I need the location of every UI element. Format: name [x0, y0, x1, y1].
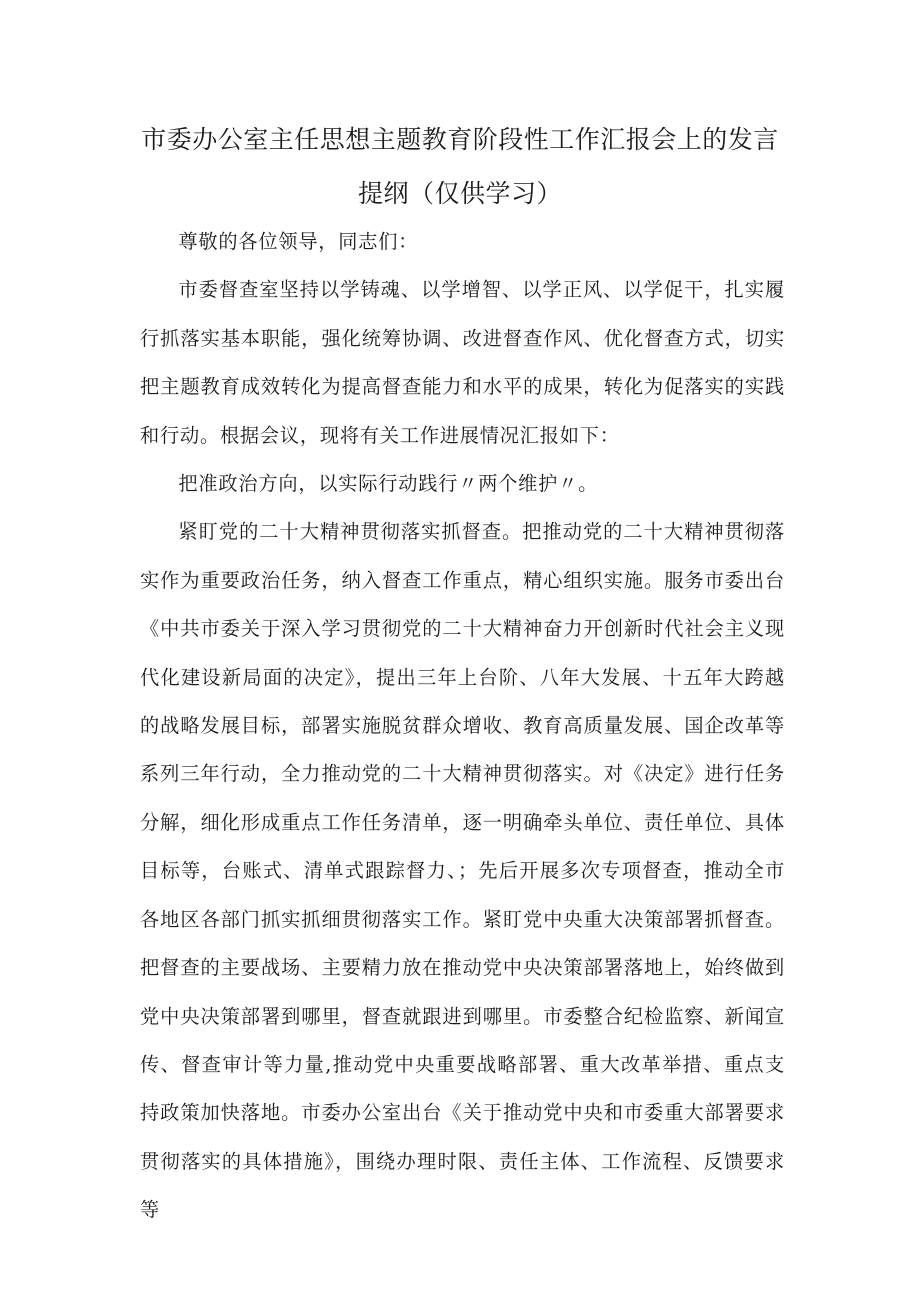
intro-paragraph: 市委督查室坚持以学铸魂、以学增智、以学正风、以学促干，扎实履行抓落实基本职能，强化统筹协调、改进督查作风、优化督查方式，切实把主题教育成效转化为提高督查能力和水平的成果，转化为促落实的实践和行动。根据会议，现将有关工作进展情况汇报如下：: [140, 278, 785, 447]
salutation: 尊敬的各位领导，同志们：: [178, 230, 419, 253]
document-title-line-1: 市委办公室主任思想主题教育阶段性工作汇报会上的发言: [141, 125, 779, 154]
body-paragraph: 紧盯党的二十大精神贯彻落实抓督查。把推动党的二十大精神贯彻落实作为重要政治任务，纳入督查工作重点，精心组织实施。服务市委出台《中共市委关于深入学习贯彻党的二十大精神奋力开创新时代社会主义现代化建设新局面的决定》，提出三年上台阶、八年大发展、十五年大跨越的战略发展目标，部署实施脱贫群众增收、教育高质量发展、国企改革等系列三年行动，全力推动党的二十大精神贯彻落实。对《决定》进行任务分解，细化形成重点工作任务清单，逐一明确牵头单位、责任单位、具体目标等，台账式、清单式跟踪督力、；先后开展多次专项督查，推动全市各地区各部门抓实抓细贯彻落实工作。紧盯党中央重大决策部署抓督查。把督查的主要战场、主要精力放在推动党中央决策部署落地上，始终做到党中央决策部署到哪里，督查就跟进到哪里。市委整合纪检监察、新闻宣传、督查审计等力量,推动党中央重要战略部署、重大改革举措、重点支持政策加快落地。市委办公室出台《关于推动党中央和市委重大部署要求贯彻落实的具体措施》，围绕办理时限、责任主体、工作流程、反馈要求等: [140, 520, 785, 1222]
document-title-line-2: 提纲（仅供学习）: [357, 179, 562, 208]
section-heading: 把准政治方向，以实际行动践行〃两个维护〃。: [178, 472, 599, 496]
document-body: [140, 218, 785, 1235]
